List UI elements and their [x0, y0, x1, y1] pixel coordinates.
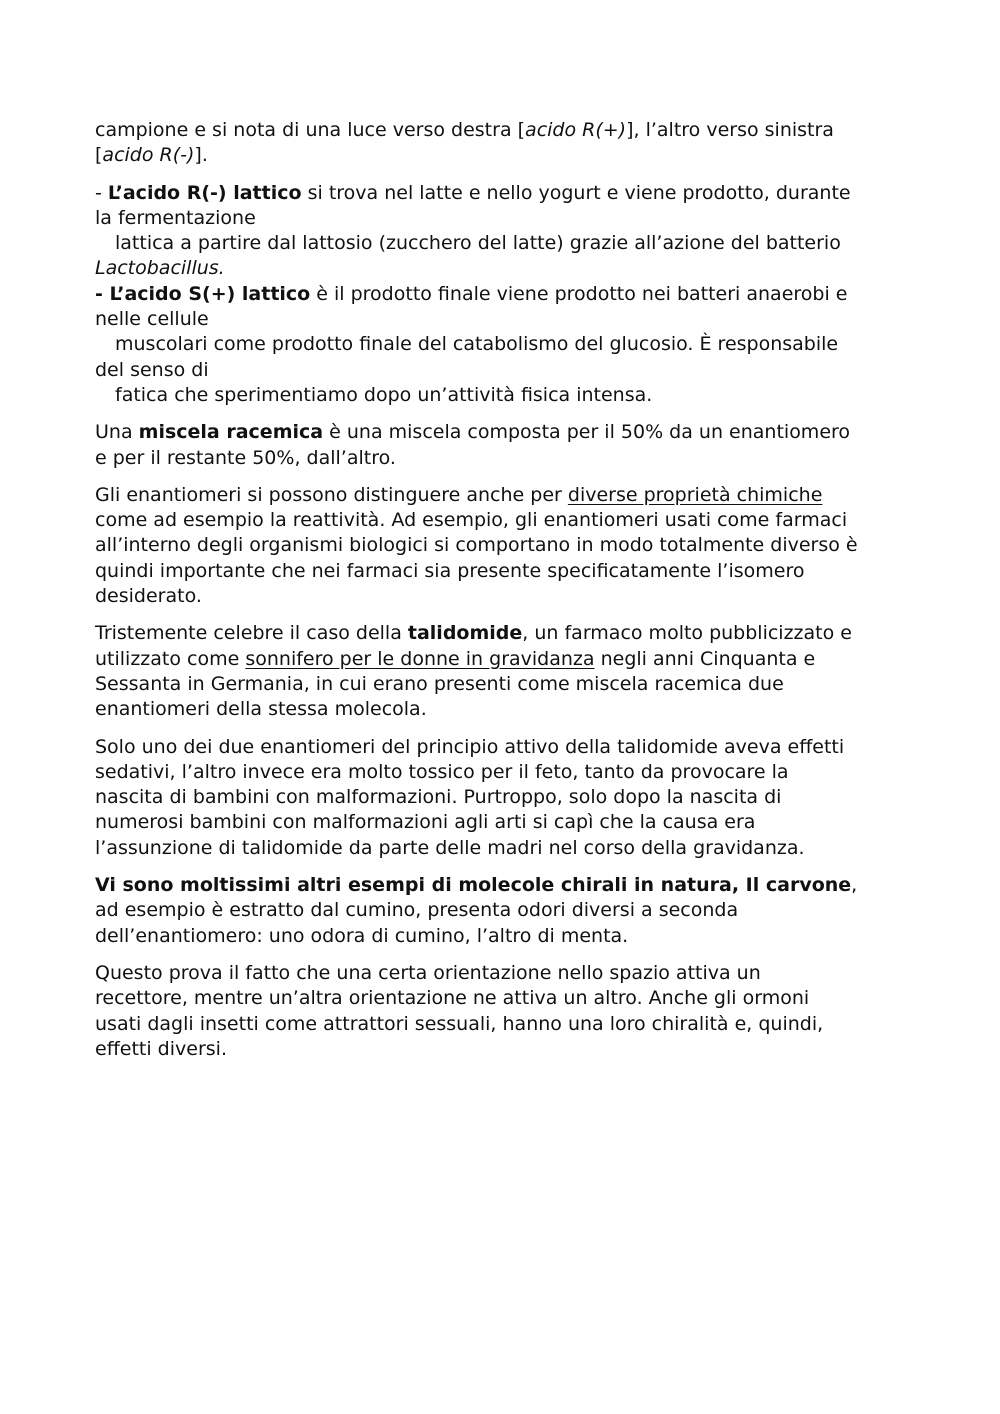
text-line: all’interno degli organismi biologici si comportano in modo totalmente diverso è [95, 534, 858, 557]
text-line: numerosi bambini con malformazioni agli arti si capì che la causa era [95, 811, 756, 834]
list-item-line: muscolari come prodotto finale del catabolismo del glucosio. È responsabile [115, 333, 839, 356]
text-line: sedativi, l’altro invece era molto tossico per il feto, tanto da provocare la [95, 760, 789, 783]
list-item-line: nelle cellule [95, 308, 209, 331]
text-line [95, 621, 915, 646]
text-line: come ad esempio la reattività. Ad esempio, gli enantiomeri usati come farmaci [95, 509, 848, 532]
text-line: e per il restante 50%, dall’altro. [95, 446, 396, 469]
text-line: usati dagli insetti come attrattori sessuali, hanno una loro chiralità e, quindi, [95, 1012, 824, 1035]
lactic-acid-list [95, 181, 915, 409]
list-item-line: lattica a partire dal lattosio (zucchero del latte) grazie all’azione del batterio [115, 232, 841, 255]
bold-term: Vi sono moltissimi altri esempi di molecole chirali in natura, Il carvone [95, 874, 852, 897]
text-run: Una [95, 421, 139, 444]
document-page [95, 118, 915, 1074]
list-dash: - [95, 181, 108, 204]
paragraph-polarimetry [95, 118, 915, 169]
paragraph-racemic-mixture [95, 420, 915, 471]
text-line: Questo prova il fatto che una certa orientazione nello spazio attiva un [95, 961, 761, 984]
italic-term: acido R(-) [102, 144, 195, 167]
bold-term: talidomide [407, 622, 523, 645]
text-run: Tristemente celebre il caso della [95, 622, 408, 645]
italic-term: Lactobacillus. [95, 257, 225, 280]
underlined-term: sonnifero per le donne in gravidanza [245, 647, 595, 670]
text-run: ]. [194, 144, 208, 167]
text-line: desiderato. [95, 585, 202, 608]
text-line [95, 873, 915, 898]
italic-term: acido R(+) [525, 119, 627, 141]
text-run: è una miscela composta per il 50% da un enantiomero [323, 421, 851, 444]
text-line: nascita di bambini con malformazioni. Purtroppo, solo dopo la nascita di [95, 786, 782, 809]
text-line [95, 143, 915, 168]
text-line: dell’enantiomero: uno odora di cumino, l’altro di menta. [95, 924, 629, 947]
text-run: , [851, 874, 858, 897]
text-run: è il prodotto finale viene prodotto nei batteri anaerobi e [310, 282, 848, 305]
text-run: utilizzato come [95, 647, 246, 670]
text-line: l’assunzione di talidomide da parte delle madri nel corso della gravidanza. [95, 836, 805, 859]
text-line: quindi importante che nei farmaci sia presente specificatamente l’isomero [95, 559, 805, 582]
bold-term: L’acido R(-) lattico [107, 181, 302, 204]
list-item-line: del senso di [95, 358, 209, 381]
bold-term: miscela racemica [138, 421, 324, 444]
text-run: si trova nel latte e nello yogurt e viene prodotto, durante [301, 181, 851, 204]
text-line [95, 647, 915, 672]
text-run: , un farmaco molto pubblicizzato e [522, 622, 852, 645]
text-run: campione e si nota di una luce verso destra [ [95, 119, 526, 141]
list-item-line: fatica che sperimentiamo dopo un’attività fisica intensa. [115, 383, 653, 406]
paragraph-thalidomide [95, 621, 915, 722]
bold-term: - L’acido S(+) lattico [95, 282, 311, 305]
text-line: ad esempio è estratto dal cumino, presenta odori diversi a seconda [95, 899, 739, 922]
list-item-line [95, 256, 915, 281]
paragraph-carvone [95, 873, 915, 949]
list-item-line [95, 181, 915, 206]
text-run: Gli enantiomeri si possono distinguere anche per [95, 483, 568, 506]
text-line [95, 118, 915, 143]
text-line: enantiomeri della stessa molecola. [95, 698, 427, 721]
text-line: effetti diversi. [95, 1037, 227, 1060]
list-item-line: la fermentazione [95, 206, 256, 229]
text-line: recettore, mentre un’altra orientazione ne attiva un altro. Anche gli ormoni [95, 987, 810, 1010]
paragraph-thalidomide-effects [95, 735, 915, 861]
text-line [95, 420, 915, 445]
paragraph-orientation [95, 961, 915, 1062]
text-line: Sessanta in Germania, in cui erano presenti come miscela racemica due [95, 672, 784, 695]
text-run: negli anni Cinquanta e [594, 647, 816, 670]
paragraph-chemical-properties [95, 483, 915, 609]
underlined-term: diverse proprietà chimiche [567, 483, 823, 506]
list-item-line [95, 282, 915, 307]
text-run: ], l’altro verso sinistra [626, 119, 834, 141]
text-line [95, 483, 915, 508]
text-line: Solo uno dei due enantiomeri del principio attivo della talidomide aveva effetti [95, 735, 845, 758]
text-run: [ [95, 144, 103, 167]
